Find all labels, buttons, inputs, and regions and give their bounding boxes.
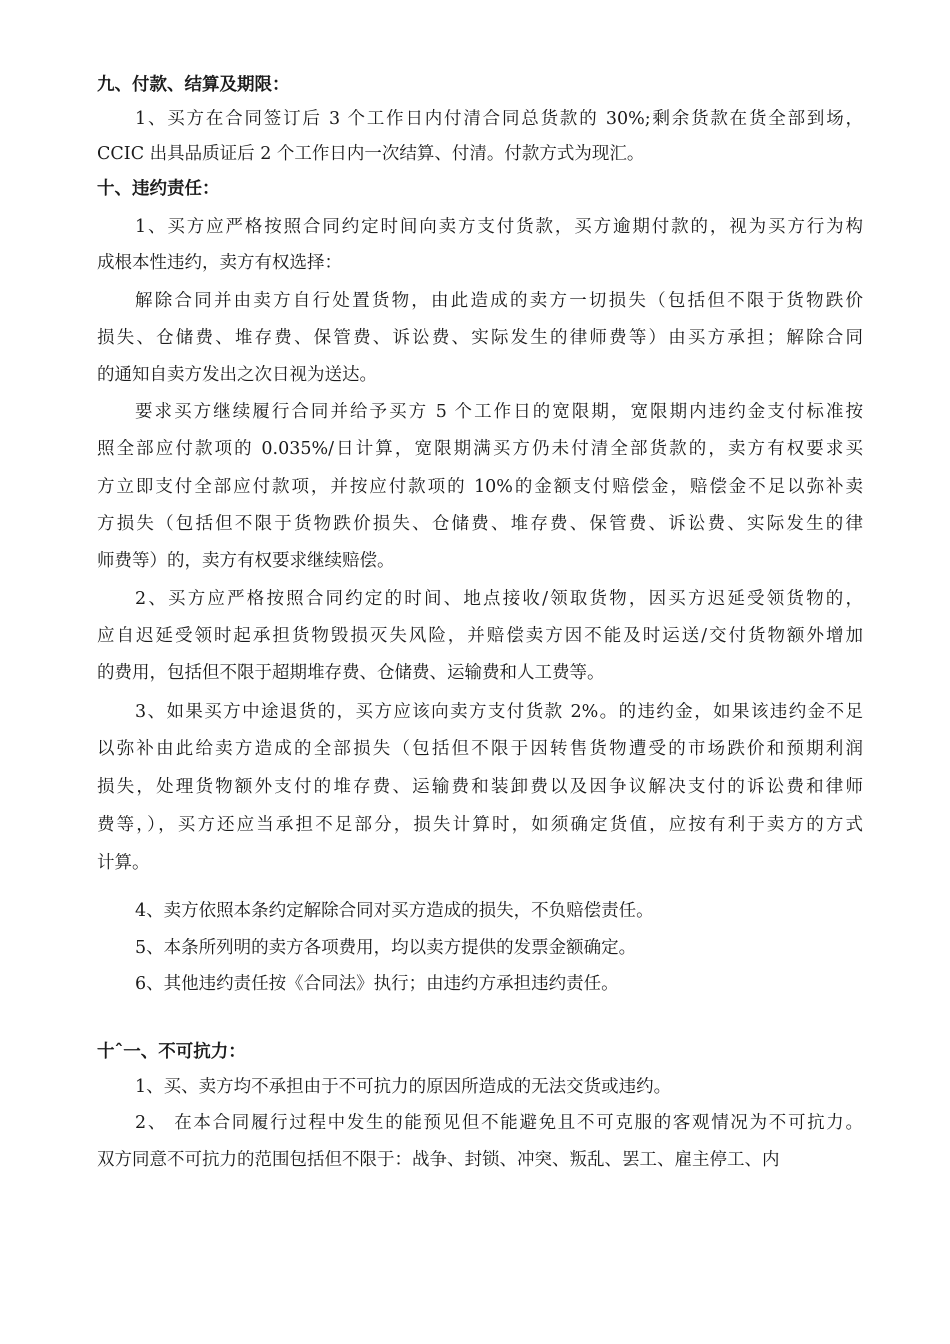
paragraph-line: CCIC 出具品质证后 2 个工作日内一次结算、付清。付款方式为现汇。 (97, 144, 645, 164)
paragraph-line: 照全部应付款项的 0.035%/日计算，宽限期满买方仍未付清全部货款的，卖方有权要求买 (97, 439, 863, 459)
paragraph-line: 双方同意不可抗力的范围包括但不限于：战争、封锁、冲突、叛乱、罢工、雇主停工、内 (97, 1150, 780, 1170)
section-10-heading: 十、违约责任： (97, 179, 220, 199)
paragraph-line: 5、本条所列明的卖方各项费用，均以卖方提供的发票金额确定。 (135, 938, 637, 958)
paragraph-line: 的费用，包括但不限于超期堆存费、仓储费、运输费和人工费等。 (97, 663, 605, 683)
paragraph-line: 成根本性违约，卖方有权选择： (97, 253, 342, 273)
paragraph-line: 1、买方在合同签订后 3 个工作日内付清合同总货款的 30%;剩余货款在货全部到场， (135, 109, 863, 129)
section-11-heading: 十ˆ一、不可抗力： (97, 1042, 246, 1062)
paragraph-line: 2、 在本合同履行过程中发生的能预见但不能避免且不可克服的客观情况为不可抗力。 (135, 1113, 863, 1133)
section-9-heading: 九、付款、结算及期限： (97, 75, 290, 95)
paragraph-line: 方损失（包括但不限于货物跌价损失、仓储费、堆存费、保管费、诉讼费、实际发生的律 (97, 514, 863, 534)
paragraph-line: 1、买、卖方均不承担由于不可抗力的原因所造成的无法交货或违约。 (135, 1077, 672, 1097)
paragraph-line: 6、其他违约责任按《合同法》执行；由违约方承担违约责任。 (135, 974, 619, 994)
paragraph-line: 损失、仓储费、堆存费、保管费、诉讼费、实际发生的律师费等）由买方承担；解除合同 (97, 328, 863, 348)
paragraph-line: 师费等）的，卖方有权要求继续赔偿。 (97, 551, 395, 571)
paragraph-line: 1、买方应严格按照合同约定时间向卖方支付货款，买方逾期付款的，视为买方行为构 (135, 217, 863, 237)
paragraph-line: 损失，处理货物额外支付的堆存费、运输费和装卸费以及因争议解决支付的诉讼费和律师 (97, 777, 863, 797)
paragraph-line: 费等，），买方还应当承担不足部分，损失计算时，如须确定货值，应按有利于卖方的方式 (97, 815, 863, 835)
paragraph-line: 以弥补由此给卖方造成的全部损失（包括但不限于因转售货物遭受的市场跌价和预期利润 (97, 739, 863, 759)
paragraph-line: 3、如果买方中途退货的，买方应该向卖方支付货款 2%。的违约金，如果该违约金不足 (135, 702, 863, 722)
paragraph-line: 的通知自卖方发出之次日视为送达。 (97, 365, 377, 385)
paragraph-line: 解除合同并由卖方自行处置货物，由此造成的卖方一切损失（包括但不限于货物跌价 (135, 291, 863, 311)
paragraph-line: 要求买方继续履行合同并给予买方 5 个工作日的宽限期，宽限期内违约金支付标准按 (135, 402, 863, 422)
paragraph-line: 方立即支付全部应付款项，并按应付款项的 10%的金额支付赔偿金，赔偿金不足以弥补卖 (97, 477, 863, 497)
paragraph-line: 应自迟延受领时起承担货物毁损灭失风险，并赔偿卖方因不能及时运送/交付货物额外增加 (97, 626, 863, 646)
paragraph-line: 2、买方应严格按照合同约定的时间、地点接收/领取货物，因买方迟延受领货物的， (135, 589, 863, 609)
paragraph-line: 计算。 (97, 853, 150, 873)
paragraph-line: 4、卖方依照本条约定解除合同对买方造成的损失，不负赔偿责任。 (135, 901, 654, 921)
